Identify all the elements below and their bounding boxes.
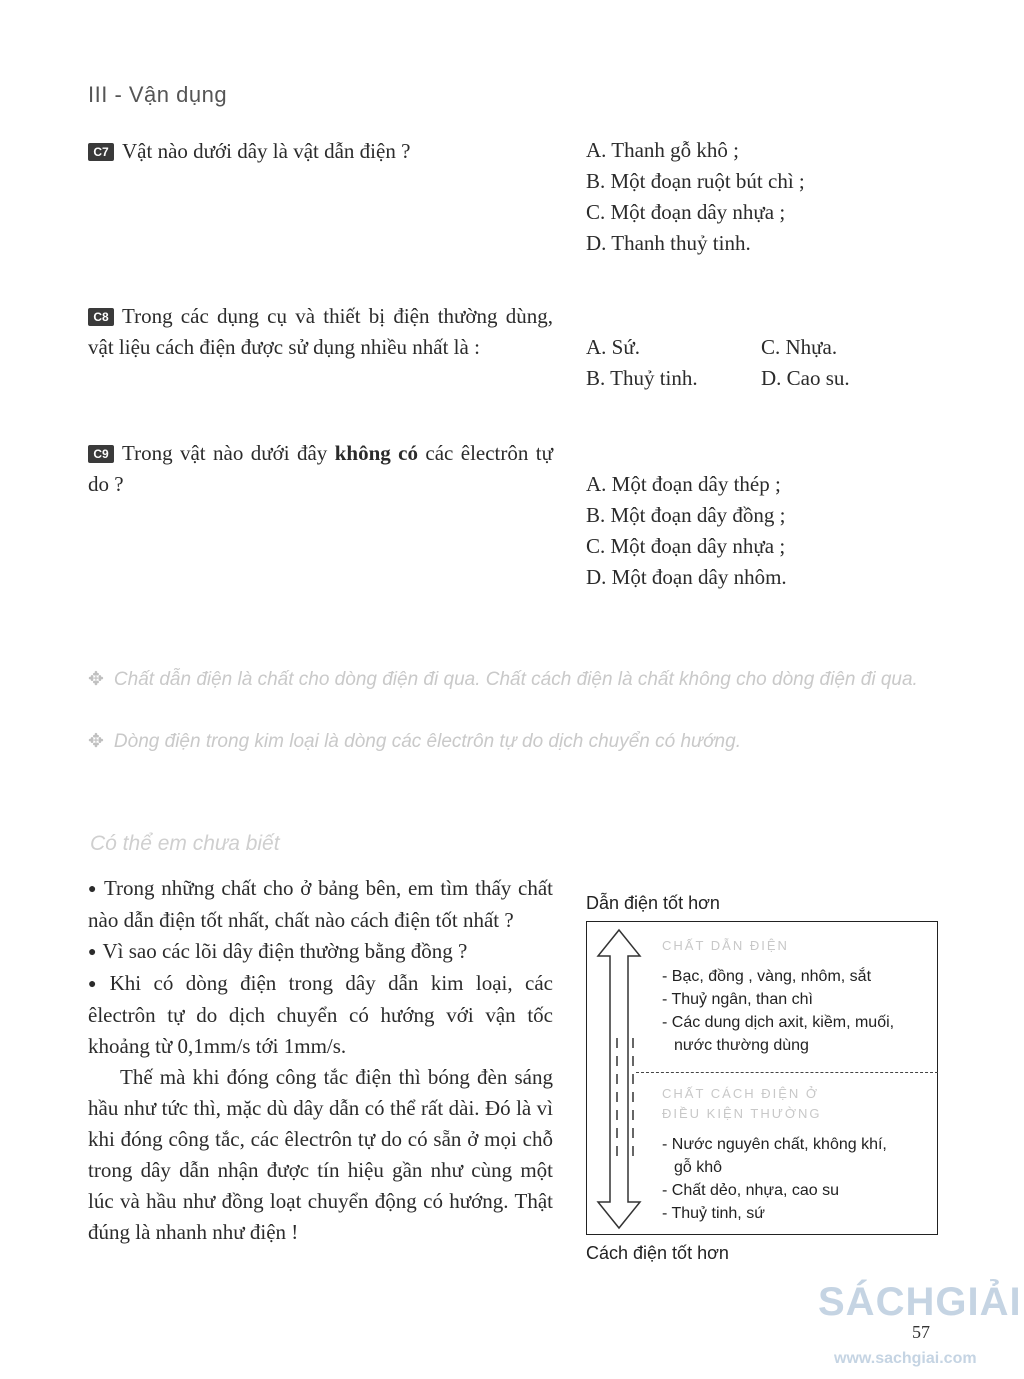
insulator-item: - Nước nguyên chất, không khí, — [662, 1136, 887, 1153]
diagram-top-label: Dẫn điện tốt hơn — [586, 893, 720, 913]
insulators-title-2: ĐIỀU KIỆN THƯỜNG — [662, 1106, 822, 1121]
insulator-item: - Thuỷ tinh, sứ — [662, 1205, 765, 1222]
question-badge-c8: C8 — [88, 308, 114, 326]
summary-2 — [88, 726, 933, 757]
question-c9 — [88, 438, 553, 500]
dot-bullet-icon: ● — [88, 945, 97, 960]
option-c8-a: A. Sứ. — [586, 335, 640, 359]
question-badge-c9: C9 — [88, 445, 114, 463]
option-c7-d: D. Thanh thuỷ tinh. — [586, 231, 751, 255]
table-divider — [636, 1072, 938, 1073]
question-c8 — [88, 301, 553, 363]
conductors-title: CHẤT DẪN ĐIỆN — [662, 938, 789, 953]
options-c7 — [586, 135, 805, 259]
question-c7-text: Vật nào dưới dây là vật dẫn điện ? — [122, 139, 411, 163]
conductors-list — [662, 965, 894, 1057]
option-c9-b: B. Một đoạn dây đồng ; — [586, 503, 786, 527]
extra-bullet-3 — [88, 968, 553, 1062]
conductor-item: - Các dung dịch axit, kiềm, muối, — [662, 1014, 895, 1031]
summary-2-text: Dòng điện trong kim loại là dòng các êlectrôn tự do dịch chuyển có hướng. — [113, 731, 741, 752]
options-c8 — [586, 332, 901, 394]
option-c9-c: C. Một đoạn dây nhựa ; — [586, 534, 786, 558]
option-c7-b: B. Một đoạn ruột bút chì ; — [586, 169, 805, 193]
question-c9-text-after: các êlectrôn tự do ? — [88, 441, 553, 496]
diagram-bottom-label: Cách điện tốt hơn — [586, 1243, 729, 1263]
extra-section-title: Có thể em chưa biết — [90, 832, 280, 855]
option-c8-c: C. Nhựa. — [761, 335, 838, 359]
question-c8-text: Trong các dụng cụ và thiết bị điện thường dùng, vật liệu cách điện được sử dụng nhiều nhất là : — [88, 304, 553, 359]
extra-bullet-1-text: Trong những chất cho ở bảng bên, em tìm thấy chất nào dẫn điện tốt nhất, chất nào cách điện tốt nhất ? — [88, 876, 553, 932]
extra-bullet-2-text: Vì sao các lõi dây điện thường bằng đồng ? — [102, 939, 468, 963]
watermark-logo: SÁCHGIẢI — [818, 1280, 1022, 1324]
extra-bullet-3-text: Khi có dòng điện trong dây dẫn kim loại, các êlectrôn tự do dịch chuyển có hướng với vận tốc khoảng từ 0,1mm/s tới 1mm/s. — [88, 971, 553, 1058]
option-c8-b: B. Thuỷ tinh. — [586, 366, 698, 390]
diamond-bullet-icon: ✥ — [88, 731, 104, 752]
option-c9-a: A. Một đoạn dây thép ; — [586, 472, 781, 496]
options-c9 — [586, 469, 787, 593]
insulator-item: - Chất dẻo, nhựa, cao su — [662, 1182, 840, 1199]
insulators-title-1: CHẤT CÁCH ĐIỆN Ở — [662, 1086, 820, 1101]
extra-bullet-2 — [88, 936, 553, 968]
question-c7 — [88, 136, 553, 167]
conductor-item: - Thuỷ ngân, than chì — [662, 991, 813, 1008]
option-c9-d: D. Một đoạn dây nhôm. — [586, 565, 787, 589]
summary-1 — [88, 664, 933, 695]
conductor-item: - Bạc, đồng , vàng, nhôm, sắt — [662, 968, 872, 985]
dot-bullet-icon: ● — [88, 977, 104, 992]
summary-1-text: Chất dẫn điện là chất cho dòng điện đi qua. Chất cách điện là chất không cho dòng điện đi qua. — [113, 669, 918, 690]
option-c7-c: C. Một đoạn dây nhựa ; — [586, 200, 786, 224]
section-title: III - Vận dụng — [88, 82, 228, 107]
question-badge-c7: C7 — [88, 143, 114, 161]
question-c9-text-before: Trong vật nào dưới đây — [122, 441, 328, 465]
double-arrow-icon — [596, 928, 642, 1230]
diamond-bullet-icon: ✥ — [88, 669, 104, 690]
dot-bullet-icon: ● — [88, 882, 98, 897]
insulators-list — [662, 1133, 887, 1225]
question-c9-text-bold: không có — [334, 441, 418, 465]
conductor-item: nước thường dùng — [674, 1037, 809, 1054]
watermark-url: www.sachgiai.com — [834, 1350, 977, 1367]
page-number: 57 — [912, 1322, 930, 1342]
extra-paragraph: Thế mà khi đóng công tắc điện thì bóng đèn sáng hầu như tức thì, mặc dù dây dẫn có thể rất dài. Đó là vì khi đóng công tắc, các êlectrôn tự do có sẵn ở mọi chỗ trong dây dẫn nhận được tín hiệu gần như cùng một lúc và hầu như đồng loạt chuyển động có hướng. Thật đúng là nhanh như điện ! — [88, 1065, 553, 1244]
insulator-item: gỗ khô — [674, 1159, 723, 1176]
option-c8-d: D. Cao su. — [761, 366, 850, 390]
option-c7-a: A. Thanh gỗ khô ; — [586, 138, 740, 162]
extra-bullet-1 — [88, 873, 553, 936]
extra-body — [88, 873, 553, 1248]
